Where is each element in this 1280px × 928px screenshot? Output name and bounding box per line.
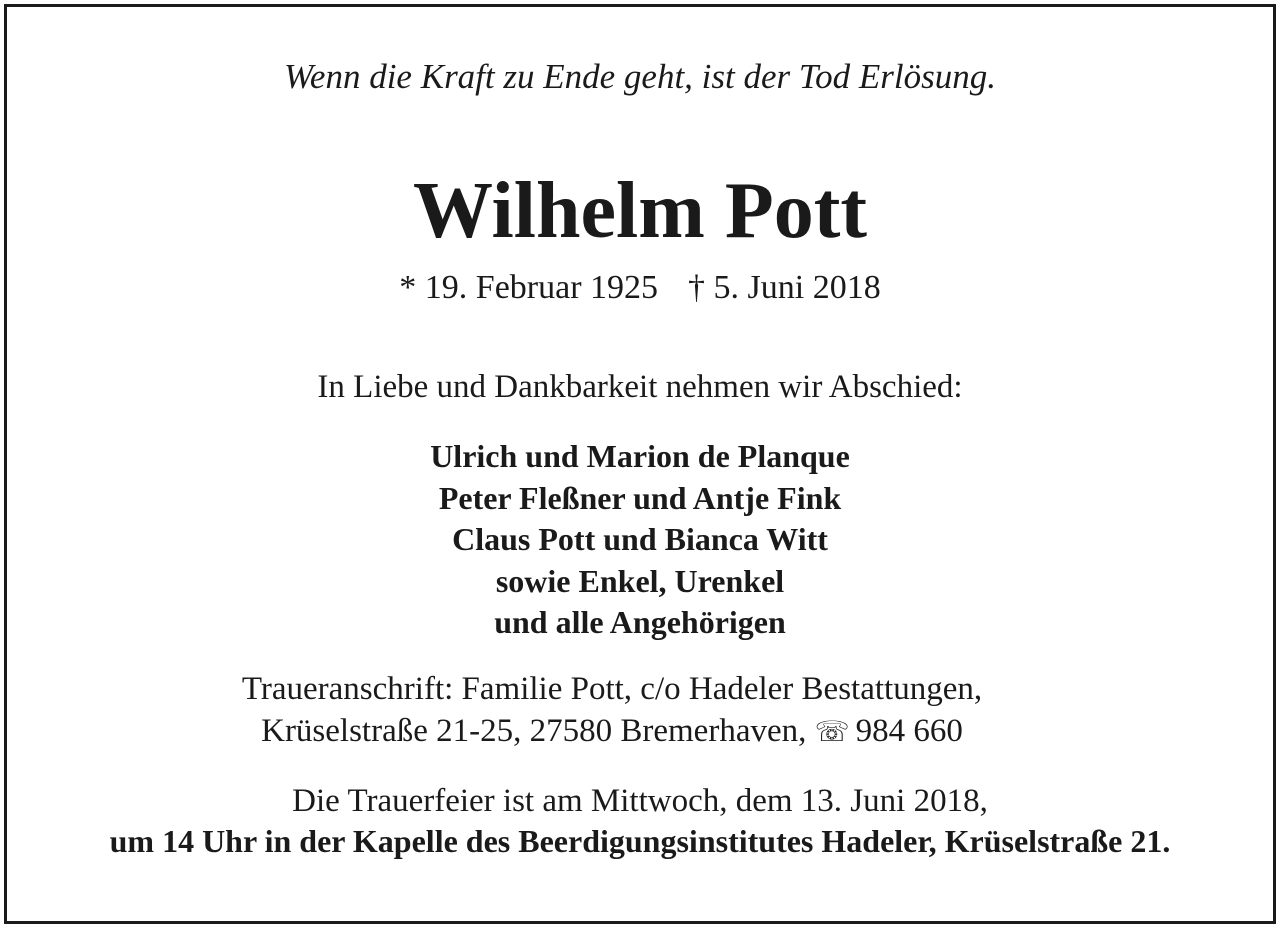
birth-date: * 19. Februar 1925 <box>399 269 659 306</box>
life-dates <box>0 266 1280 310</box>
death-date: † 5. Juni 2018 <box>688 269 881 306</box>
mourner-line: Peter Fleßner und Antje Fink <box>438 479 842 516</box>
motto: Wenn die Kraft zu Ende geht, ist der Tod Erlösung. <box>283 57 996 96</box>
street-address: Krüselstraße 21-25, 27580 Bremerhaven, <box>261 713 807 749</box>
address-line-2 <box>0 710 1224 753</box>
phone-number: 984 660 <box>855 713 963 749</box>
mourner-line: sowie Enkel, Urenkel <box>495 562 785 599</box>
mourners-list <box>0 436 1280 644</box>
mourner-line: Claus Pott und Bianca Witt <box>452 521 828 557</box>
mourner-line: Ulrich und Marion de Planque <box>430 438 850 474</box>
mourning-address <box>0 668 1224 753</box>
farewell-text: In Liebe und Dankbarkeit nehmen wir Abschied: <box>317 369 963 405</box>
deceased-name: Wilhelm Pott <box>412 167 868 255</box>
service-info-line-2: um 14 Uhr in der Kapelle des Beerdigungsinstitutes Hadeler, Krüselstraße 21. <box>109 823 1171 859</box>
telephone-icon: ☏ <box>814 715 850 748</box>
service-info-line-1: Die Trauerfeier ist am Mittwoch, dem 13. Juni 2018, <box>292 783 988 819</box>
mourner-line: und alle Angehörigen <box>494 604 786 640</box>
address-line-1: Traueranschrift: Familie Pott, c/o Hadeler Bestattungen, <box>241 671 983 707</box>
